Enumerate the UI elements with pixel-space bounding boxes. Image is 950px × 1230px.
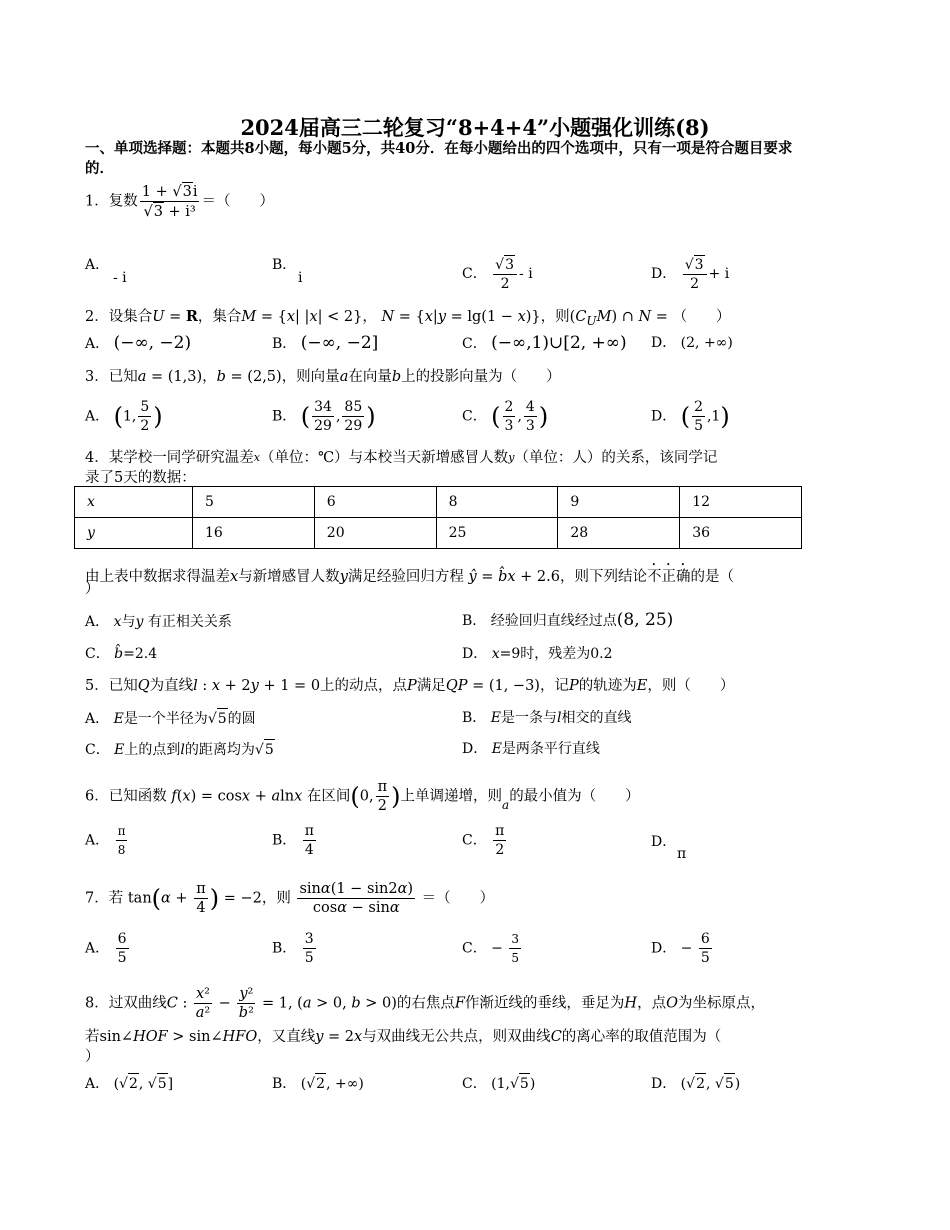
- q7-option-c[interactable]: C． − $\frac{3}{5}$: [462, 932, 519, 965]
- q6-option-c[interactable]: C． $\frac{\pi}{2}$: [462, 823, 505, 858]
- q8-option-a[interactable]: A． (√2, √5]: [85, 1073, 173, 1094]
- q1-fraction: $\frac{1 + √3i}{\text{√3 + i³}}$: [141, 184, 198, 220]
- section-heading: 一、单项选择题：本题共8小题，每小题5分，共40分．在每小题给出的四个选项中，只有一项是符合题目要求的．: [85, 140, 793, 177]
- q8-option-d[interactable]: D． (√2, √5): [651, 1073, 740, 1094]
- q2-option-c[interactable]: C． (−∞,1)∪[2, +∞): [462, 333, 627, 353]
- question-4-line-3: 由上表中数据求得温差x与新增感冒人数y满足经验回归方程 ŷ = b̂x + 2.6，则下列结论不正确的是（: [85, 569, 734, 585]
- question-3: 3．已知a = (1,3)，b = (2,5)，则向量a在向量b上的投影向量为（ ）: [85, 369, 561, 385]
- q1-option-a[interactable]: A．: [85, 257, 110, 273]
- question-7: 7．若 tan(α + $\frac{\pi}{4}$ ) = −2，则 $\frac{\sin\alpha(1 - \sin 2\alpha)}{\cos\alpha - \sin\alpha}$ ＝（ ）: [85, 881, 495, 916]
- q4-option-b[interactable]: B． 经验回归直线经过点(8, 25): [462, 610, 674, 630]
- q5-option-b[interactable]: B． E是一条与l相交的直线: [462, 710, 632, 726]
- table-cell: 36: [680, 518, 802, 549]
- table-row-y: [75, 518, 802, 549]
- table-cell: 5: [193, 487, 315, 518]
- table-cell: 6: [314, 487, 436, 518]
- table-cell: 12: [680, 487, 802, 518]
- table-cell: 25: [436, 518, 558, 549]
- q6-option-a[interactable]: A． $\frac{\pi}{8}$: [85, 824, 126, 857]
- q5-option-c[interactable]: C． E上的点到l的距离均为√5: [85, 739, 275, 760]
- question-5: 5．已知Q为直线l : x + 2y + 1 = 0上的动点，点P满足QP = (1, −3)，记P的轨迹为E，则（ ）: [85, 678, 735, 694]
- table-cell: y: [75, 518, 193, 549]
- q2-option-b[interactable]: B． (−∞, −2]: [272, 333, 379, 353]
- q5-option-d[interactable]: D． E是两条平行直线: [462, 741, 600, 757]
- q6-option-b[interactable]: B． $\frac{\pi}{4}$: [272, 823, 314, 858]
- q3-option-c[interactable]: C． ( $\frac{2}{3}$ , $\frac{4}{3}$ ): [462, 399, 549, 434]
- question-4-line-2: 录了5天的数据：: [85, 470, 196, 486]
- q5-option-a[interactable]: A． E是一个半径为√5的圆: [85, 708, 256, 729]
- question-6: 6．已知函数 f(x) = cosx + alnx 在区间(0, $\frac{\pi}{2}$ )上单调递增，则a的最小值为（ ）: [85, 779, 640, 814]
- q7-option-a[interactable]: A． $\frac{6}{5}$: [85, 931, 127, 966]
- q4-option-c[interactable]: C． b̂=2.4: [85, 646, 158, 662]
- question-1: [85, 182, 274, 221]
- data-table: [74, 486, 802, 549]
- question-8-line-1: 8．过双曲线C : $\frac{\text{x²}}{\text{a²}}$ − $\frac{\text{y²}}{\text{b²}}$ = 1, (a > 0, b > 0)的右焦点F作渐近线的垂线，垂足为H，点O为坐标原点，: [85, 986, 765, 1021]
- q7-option-d[interactable]: D． − $\frac{6}{5}$: [651, 931, 710, 966]
- q6-option-d[interactable]: D．: [651, 834, 677, 850]
- q6-option-d-value: π: [677, 846, 687, 862]
- q8-option-b[interactable]: B． (√2, +∞): [272, 1073, 364, 1094]
- q1-option-b-value: i: [298, 270, 303, 286]
- table-row-x: [75, 487, 802, 518]
- question-8-line-3: ）: [85, 1049, 100, 1065]
- q1-option-c[interactable]: C． $\frac{√3}{2}$ - i: [462, 257, 533, 292]
- table-cell: 9: [558, 487, 680, 518]
- q7-option-b[interactable]: B． $\frac{3}{5}$: [272, 931, 314, 966]
- q3-option-b[interactable]: B． ( $\frac{34}{29}$ , $\frac{85}{29}$ ): [272, 399, 376, 434]
- page-title: 2024届高三二轮复习“8+4+4”小题强化训练(8): [240, 115, 710, 140]
- q4-option-a[interactable]: A． x与y 有正相关关系: [85, 614, 232, 630]
- table-cell: 20: [314, 518, 436, 549]
- question-2: 2．设集合U = R，集合M = {x| |x| < 2}， N = {x|y = lg(1 − x)}，则$(C_UM)$ ∩ N = （ ）: [85, 308, 731, 328]
- q3-option-d[interactable]: D． ( $\frac{2}{5}$ ,1): [651, 399, 730, 434]
- table-cell: 8: [436, 487, 558, 518]
- question-4-line-1: 4．某学校一同学研究温差$^x$（单位：℃）与本校当天新增感冒人数$^y$（单位：人）的关系，该同学记: [85, 450, 718, 466]
- q1-option-d[interactable]: D． $\frac{√3}{2}$ + i: [651, 257, 730, 292]
- question-4-line-4: ）: [85, 581, 100, 597]
- q1-option-b[interactable]: B．: [272, 257, 297, 273]
- table-cell: 28: [558, 518, 680, 549]
- q8-option-c[interactable]: C． (1,√5): [462, 1073, 535, 1094]
- q1-option-a-value: - i: [113, 270, 127, 286]
- q2-option-a[interactable]: A． (−∞, −2): [85, 333, 192, 353]
- q1-suffix: ＝（ ）: [201, 193, 274, 210]
- q3-option-a[interactable]: A． (1, $\frac{5}{2}$ ): [85, 399, 163, 434]
- table-cell: 16: [193, 518, 315, 549]
- question-8-line-2: 若sin∠HOF > sin∠HFO，又直线y = 2x与双曲线无公共点，则双曲线C的离心率的取值范围为（: [85, 1029, 722, 1045]
- q4-option-d[interactable]: D． x=9时，残差为0.2: [462, 646, 613, 662]
- table-cell: x: [75, 487, 193, 518]
- q2-option-d[interactable]: D． (2, +∞): [651, 335, 733, 351]
- q1-prefix: 1．复数: [85, 193, 138, 210]
